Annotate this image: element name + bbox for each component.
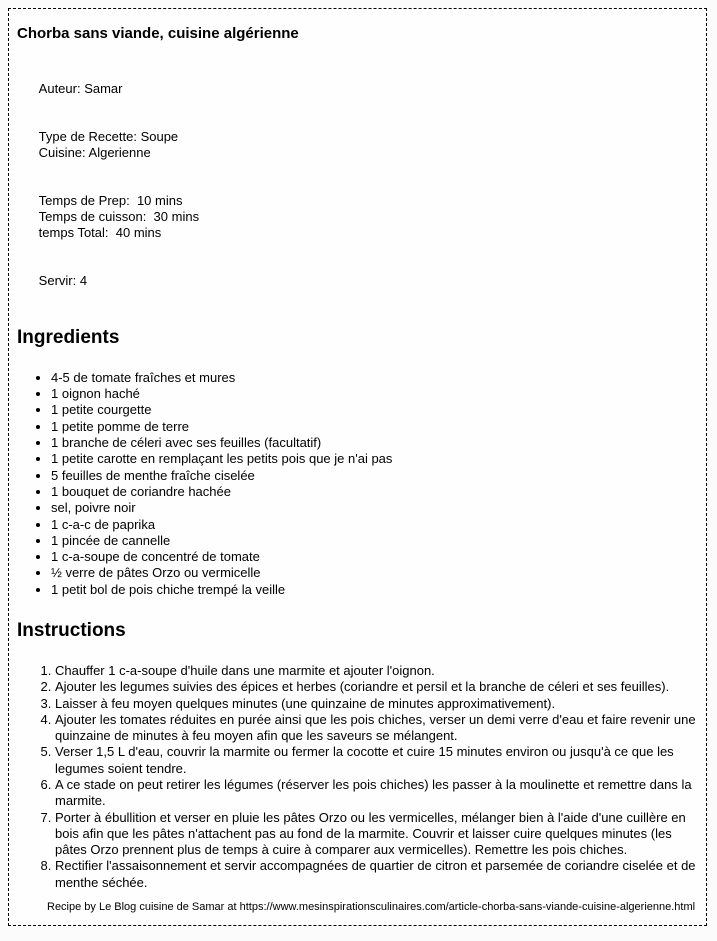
recipe-meta <box>17 65 698 305</box>
meta-cook-time: Temps de cuisson: 30 mins <box>38 208 200 224</box>
ingredient-item: • 1 c-a-c de paprika <box>51 517 698 533</box>
instruction-step: 4. Ajouter les tomates réduites en purée ainsi que les pois chiches, verser un demi verre d'eau et faire revenir une quinzaine de minutes à feu moyen afin que les saveurs se mélangent. <box>55 712 698 745</box>
ingredients-heading: Ingredients <box>17 326 120 348</box>
recipe-attribution: Recipe by Le Blog cuisine de Samar at https://www.mesinspirationsculinaires.com/article-chorba-sans-viande-cuisine-algerienne.html <box>47 901 696 914</box>
meta-serves: Servir: 4 <box>38 272 88 288</box>
instruction-step: 7. Porter à ébullition et verser en pluie les pâtes Orzo ou les vermicelles, mélanger bien à l'aide d'une cuillère en bois afin que les pâtes n'attachent pas au fond de la marmite. Couvrir et laisser cuire quelques minutes (les pâtes Orzo prennent plus de temps à cuire à comparer aux vermicelles). Remettre les pois chiches. <box>55 810 698 859</box>
ingredient-item: • 4-5 de tomate fraîches et mures <box>51 370 698 386</box>
meta-line-type-cuisine <box>17 113 698 177</box>
meta-line-author <box>17 65 698 113</box>
meta-total-time: temps Total: 40 mins <box>38 224 162 240</box>
meta-recipe-type: Type de Recette: Soupe <box>38 128 179 144</box>
meta-cuisine: Cuisine: Algerienne <box>38 144 151 160</box>
ingredients-list <box>17 370 698 598</box>
instruction-step: 5. Verser 1,5 L d'eau, couvrir la marmite ou fermer la cocotte et cuire 15 minutes environ ou jusqu'à ce que les legumes soient tendre. <box>55 744 698 777</box>
recipe-title: Chorba sans viande, cuisine algérienne <box>17 25 299 42</box>
ingredient-item: • 1 petite courgette <box>51 402 698 418</box>
instruction-step: 2. Ajouter les legumes suivies des épices et herbes (coriandre et persil et la branche de céleri et ses feuilles). <box>55 679 698 695</box>
ingredient-item: • sel, poivre noir <box>51 500 698 516</box>
meta-author: Auteur: Samar <box>38 80 123 96</box>
instructions-heading: Instructions <box>17 619 126 641</box>
ingredient-item: • 1 petite pomme de terre <box>51 419 698 435</box>
recipe-card <box>8 8 707 926</box>
ingredient-item: • 1 branche de céleri avec ses feuilles (facultatif) <box>51 435 698 451</box>
instruction-step: 8. Rectifier l'assaisonnement et servir accompagnées de quartier de citron et parsemée de coriandre ciselée et de menthe séchée. <box>55 858 698 891</box>
ingredient-item: • ½ verre de pâtes Orzo ou vermicelle <box>51 565 698 581</box>
instruction-step: 6. A ce stade on peut retirer les légumes (réserver les pois chiches) les passer à la moulinette et remettre dans la marmite. <box>55 777 698 810</box>
ingredient-item: • 1 petite carotte en remplaçant les petits pois que je n'ai pas <box>51 451 698 467</box>
meta-prep-time: Temps de Prep: 10 mins <box>38 192 183 208</box>
instruction-step: 1. Chauffer 1 c-a-soupe d'huile dans une marmite et ajouter l'oignon. <box>55 663 698 679</box>
ingredient-item: • 1 bouquet de coriandre hachée <box>51 484 698 500</box>
ingredient-item: • 1 pincée de cannelle <box>51 533 698 549</box>
instructions-list <box>17 663 698 891</box>
meta-line-serves <box>17 257 698 305</box>
ingredient-item: • 5 feuilles de menthe fraîche ciselée <box>51 468 698 484</box>
meta-line-times <box>17 177 698 257</box>
ingredient-item: • 1 petit bol de pois chiche trempé la veille <box>51 582 698 598</box>
instruction-step: 3. Laisser à feu moyen quelques minutes (une quinzaine de minutes approximativement). <box>55 696 698 712</box>
ingredient-item: • 1 oignon haché <box>51 386 698 402</box>
ingredient-item: • 1 c-a-soupe de concentré de tomate <box>51 549 698 565</box>
